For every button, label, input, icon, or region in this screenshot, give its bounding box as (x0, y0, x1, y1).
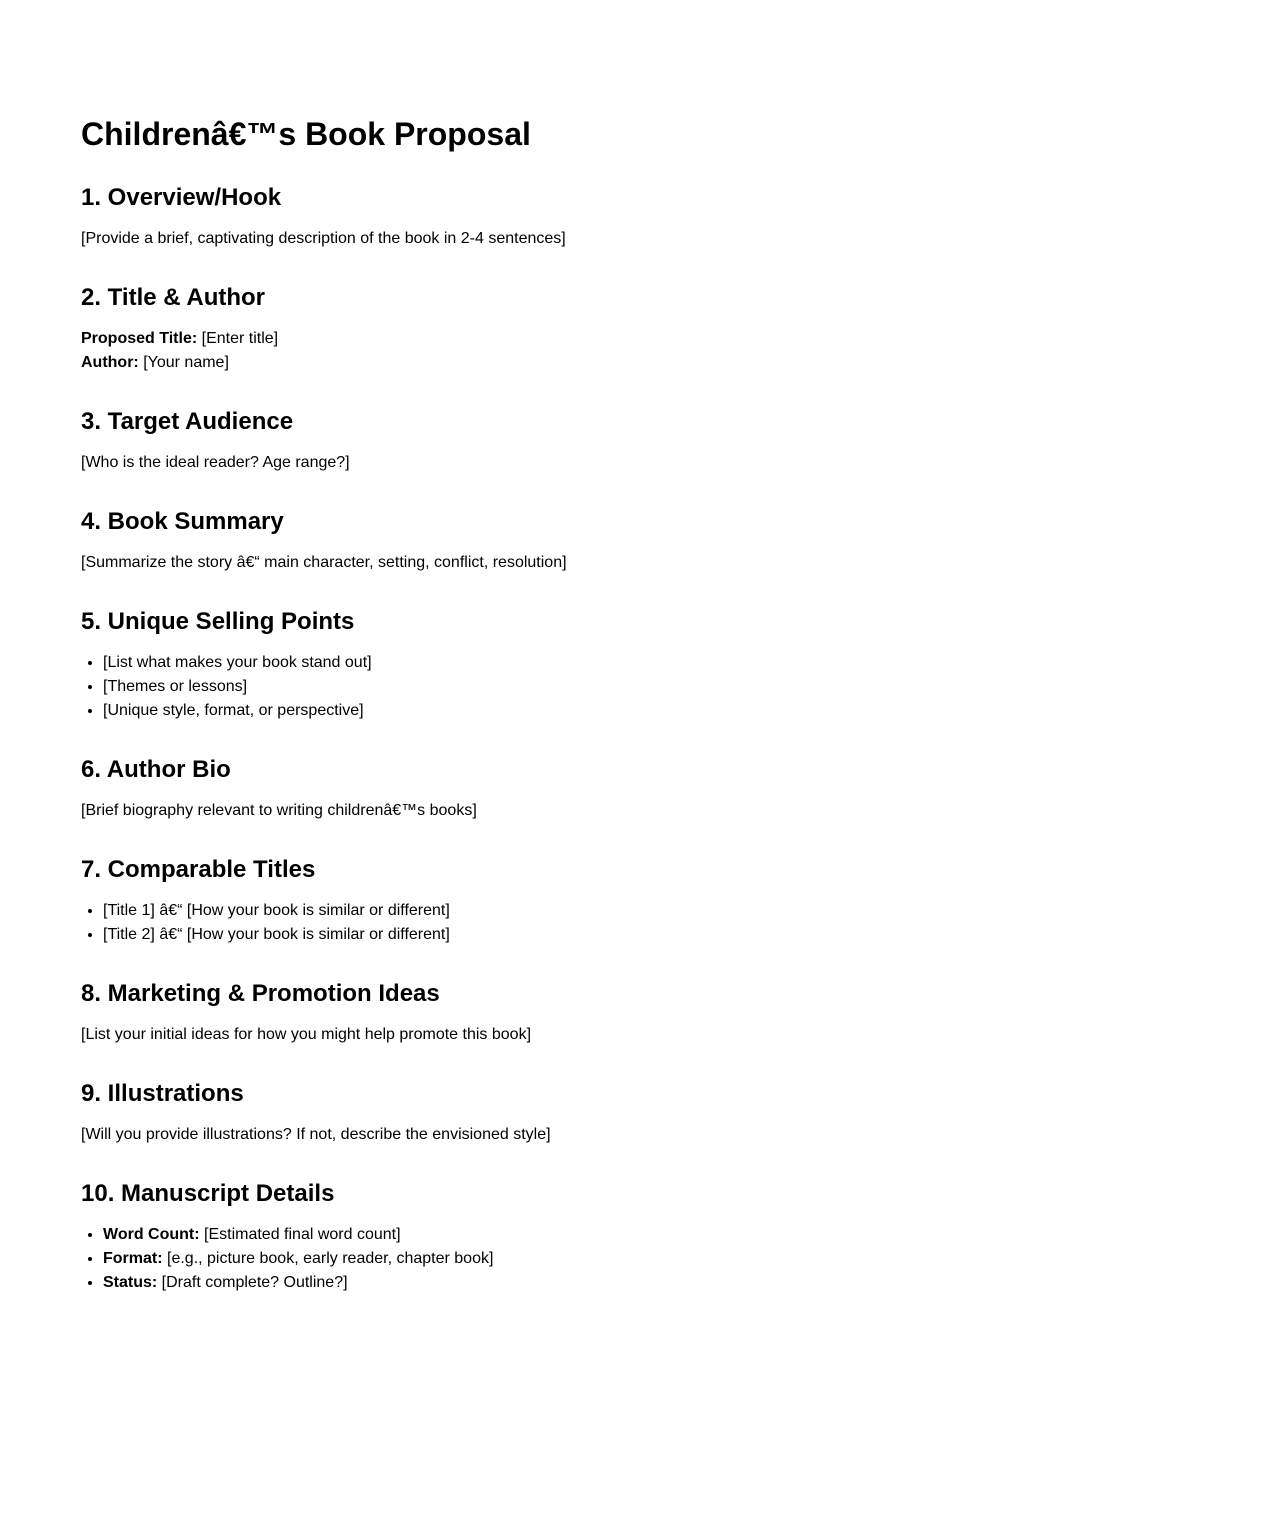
section-text: [Who is the ideal reader? Age range?] (81, 454, 350, 471)
item-label: Word Count: (103, 1226, 200, 1243)
section-text: [Will you provide illustrations? If not, describe the envisioned style] (81, 1126, 551, 1143)
item-label: Status: (103, 1274, 158, 1291)
comparable-list (81, 899, 450, 947)
section-heading: 7. Comparable Titles (81, 856, 316, 883)
author-line (81, 351, 278, 375)
section-heading: 6. Author Bio (81, 756, 231, 783)
section-heading: 5. Unique Selling Points (81, 608, 355, 635)
section-title-author (81, 283, 278, 375)
proposed-title-label: Proposed Title: (81, 330, 198, 347)
section-heading: 2. Title & Author (81, 284, 266, 311)
section-heading: 4. Book Summary (81, 508, 284, 535)
section-heading: 3. Target Audience (81, 408, 294, 435)
item-value: [e.g., picture book, early reader, chapter book] (162, 1250, 494, 1267)
list-item: • [Title 2] â€“ [How your book is similar or different] (103, 923, 450, 947)
section-bio (81, 755, 477, 823)
section-heading: 10. Manuscript Details (81, 1180, 335, 1207)
section-text: [Brief biography relevant to writing childrenâ€™s books] (81, 802, 477, 819)
section-overview (81, 183, 566, 251)
section-text: [Summarize the story â€“ main character, setting, conflict, resolution] (81, 554, 567, 571)
item-value: [Draft complete? Outline?] (157, 1274, 348, 1291)
section-heading: 8. Marketing & Promotion Ideas (81, 980, 440, 1007)
document-title: Childrenâ€™s Book Proposal (81, 116, 531, 152)
item-value: [Estimated final word count] (199, 1226, 401, 1243)
list-item: • [Unique style, format, or perspective] (103, 699, 372, 723)
section-heading: 1. Overview/Hook (81, 184, 282, 211)
section-manuscript (81, 1179, 493, 1295)
section-text: [List your initial ideas for how you might help promote this book] (81, 1026, 532, 1043)
selling-points-list (81, 651, 372, 723)
section-audience (81, 407, 350, 475)
list-item: • [Themes or lessons] (103, 675, 372, 699)
proposed-title-value: [Enter title] (197, 330, 279, 347)
section-comparable (81, 855, 450, 947)
proposed-title-line (81, 327, 278, 351)
list-item: • [List what makes your book stand out] (103, 651, 372, 675)
author-value: [Your name] (138, 354, 229, 371)
section-illustrations (81, 1079, 551, 1147)
list-item (103, 1223, 493, 1247)
section-heading: 9. Illustrations (81, 1080, 244, 1107)
author-label: Author: (81, 354, 139, 371)
item-label: Format: (103, 1250, 163, 1267)
section-selling-points (81, 607, 372, 723)
section-marketing (81, 979, 531, 1047)
manuscript-list (81, 1223, 493, 1295)
section-summary (81, 507, 567, 575)
list-item: • [Title 1] â€“ [How your book is similar or different] (103, 899, 450, 923)
section-text: [Provide a brief, captivating description of the book in 2-4 sentences] (81, 230, 566, 247)
list-item (103, 1247, 493, 1271)
list-item (103, 1271, 493, 1295)
